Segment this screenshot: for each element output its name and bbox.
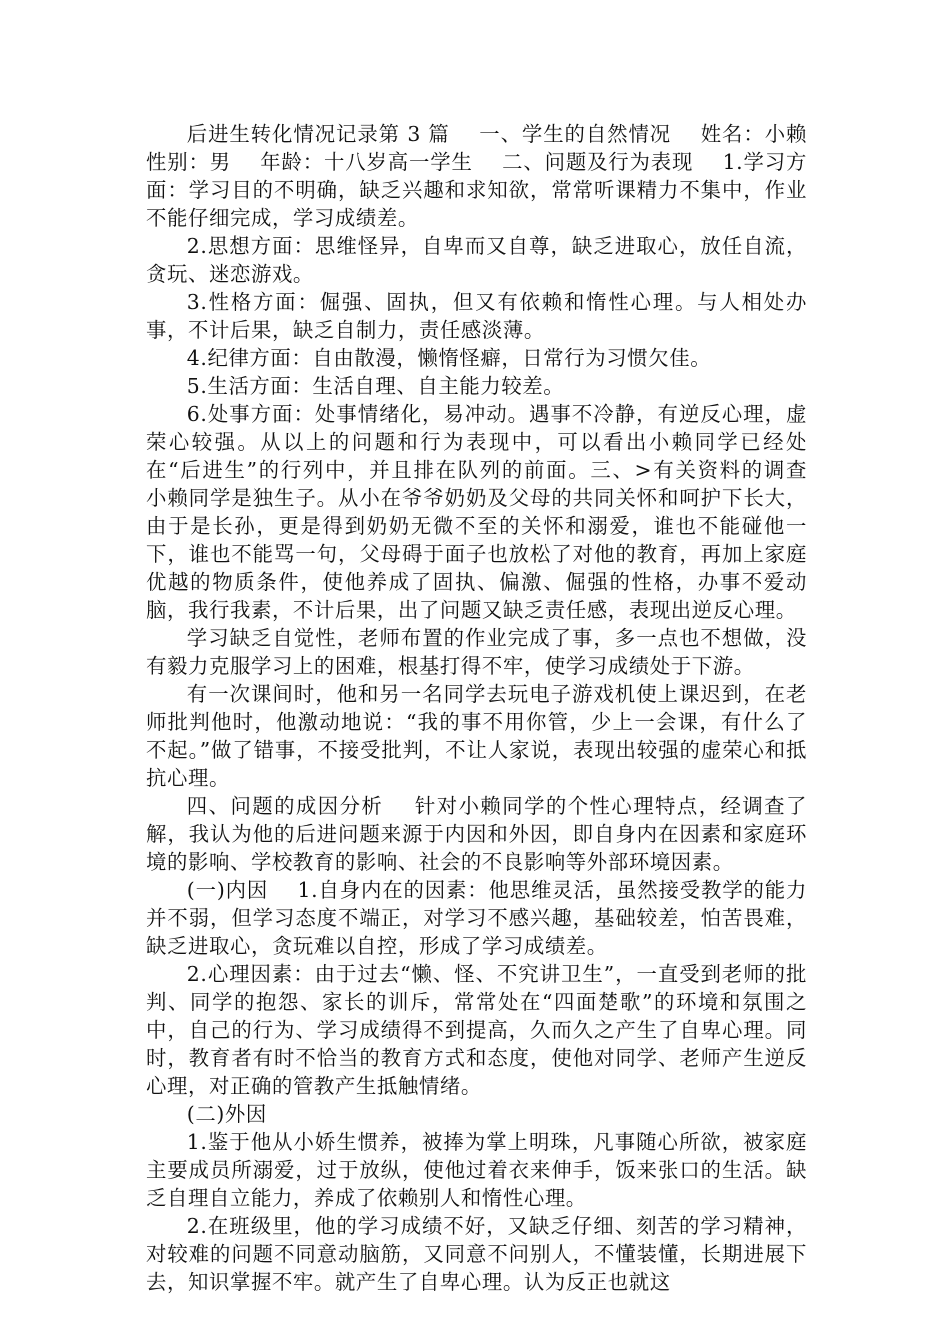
paragraph-cause-analysis: 四、问题的成因分析 针对小赖同学的个性心理特点，经调查了解，我认为他的后进问题来源于内因和外因，即自身内在因素和家庭环境的影响、学校教育的影响、社会的不良影响等外部环境因素。: [146, 794, 807, 874]
paragraph-class-factor: 2.在班级里，他的学习成绩不好，又缺乏仔细、刻苦的学习精神，对较难的问题不同意动脑筋，又同意不问别人，不懂装懂，长期进展下去，知识掌握不牢。就产生了自卑心理。认为反正也就这: [146, 1214, 807, 1294]
document-body: [146, 120, 836, 1296]
paragraph-life: 5.生活方面：生活自理、自主能力较差。: [186, 374, 565, 398]
paragraph-personality: 3.性格方面：倔强、固执，但又有依赖和惰性心理。与人相处办事，不计后果，缺乏自制力，责任感淡薄。: [146, 290, 807, 342]
paragraph-incident: 有一次课间时，他和另一名同学去玩电子游戏机使上课迟到，在老师批判他时，他激动地说：“我的事不用你管，少上一会课，有什么了不起。”做了错事，不接受批判，不让人家说，表现出较强的虚荣心和抵抗心理。: [146, 682, 807, 790]
paragraph-conduct: 6.处事方面：处事情绪化，易冲动。遇事不冷静，有逆反心理，虚荣心较强。从以上的问题和行为表现中，可以看出小赖同学已经处在“后进生”的行列中，并且排在队列的前面。三、>有关资料的调查 小赖同学是独生子。从小在爷爷奶奶及父母的共同关怀和呵护下长大，由于是长孙，更是得到奶奶无微不至的关怀和溺爱，谁也不能碰他一下，谁也不能骂一句，父母碍于面子也放松了对他的教育，再加上家庭优越的物质条件，使他养成了固执、偏激、倔强的性格，办事不爱动脑，我行我素，不计后果，出了问题又缺乏责任感，表现出逆反心理。: [146, 402, 836, 622]
paragraph-family-factor: 1.鉴于他从小娇生惯养，被捧为掌上明珠，凡事随心所欲，被家庭主要成员所溺爱，过于放纵，使他过着衣来伸手，饭来张口的生活。缺乏自理自立能力，养成了依赖别人和惰性心理。: [146, 1130, 807, 1210]
paragraph-study-habits: 学习缺乏自觉性，老师布置的作业完成了事，多一点也不想做，没有毅力克服学习上的困难，根基打得不牢，使学习成绩处于下游。: [146, 626, 807, 678]
paragraph-thought: 2.思想方面：思维怪异，自卑而又自尊，缺乏进取心，放任自流，贪玩、迷恋游戏。: [146, 234, 807, 286]
paragraph-psychological-factor: 2.心理因素：由于过去“懒、怪、不究讲卫生”，一直受到老师的批判、同学的抱怨、家长的训斥，常常处在“四面楚歌”的环境和氛围之中，自己的行为、学习成绩得不到提高，久而久之产生了自卑心理。同时，教育者有时不恰当的教育方式和态度，使他对同学、老师产生逆反心理，对正确的管教产生抵触情绪。: [146, 962, 807, 1098]
paragraph-intro: 后进生转化情况记录第 3 篇 一、学生的自然情况 姓名：小赖 性别：男 年龄：十八岁高一学生 二、问题及行为表现 1.学习方面：学习目的不明确，缺乏兴趣和求知欲，常常听课精力不集中，作业不能仔细完成，学习成绩差。: [146, 122, 836, 230]
paragraph-internal-cause: (一)内因 1.自身内在的因素：他思维灵活，虽然接受教学的能力并不弱，但学习态度不端正，对学习不感兴趣，基础较差，怕苦畏难，缺乏进取心，贪玩难以自控，形成了学习成绩差。: [146, 878, 807, 958]
paragraph-external-cause-heading: (二)外因: [186, 1102, 267, 1126]
paragraph-discipline: 4.纪律方面：自由散漫，懒惰怪癖，日常行为习惯欠佳。: [186, 346, 712, 370]
